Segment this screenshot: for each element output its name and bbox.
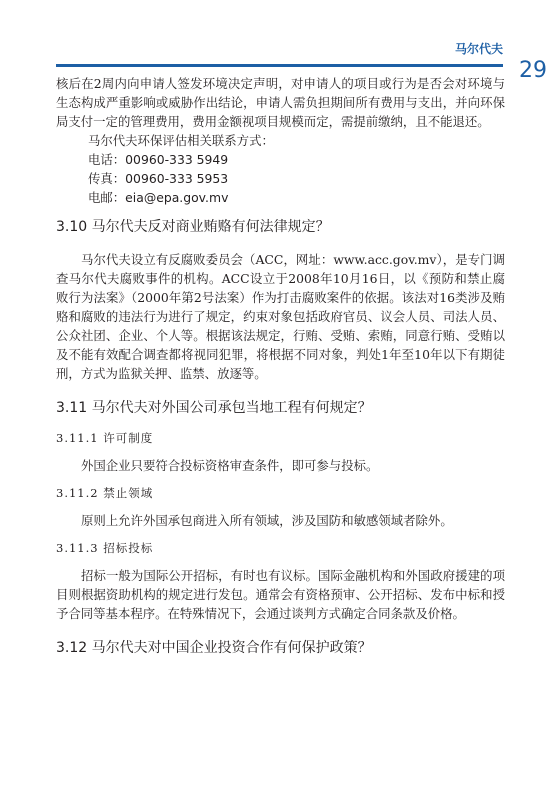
subsection-3-11-2-heading: 3.11.2 禁止领域 (56, 486, 154, 500)
intro-paragraph: 核后在2周内向申请人签发环境决定声明，对申请人的项目或行为是否会对环境与生态构成严重影响或威胁作出结论，申请人需负担期间所有费用与支出，并向环保局支付一定的管理费用，费用金额视项目规模而定，需提前缴纳，且不能退还。 (56, 76, 505, 129)
contact-phone: 电话：00960-333 5949 (88, 152, 229, 167)
contact-fax: 传真：00960-333 5953 (88, 171, 229, 186)
header-rule (56, 64, 503, 67)
subsection-3-11-3-text: 招标一般为国际公开招标，有时也有议标。国际金融机构和外国政府援建的项目则根据资助机构的规定进行发包。通常会有资格预审、公开招标、发布中标和授予合同等基本程序。在特殊情况下，会通过谈判方式确定合同条款及价格。 (56, 568, 505, 621)
running-header-title: 马尔代夫 (454, 42, 503, 56)
section-3-10-paragraph: 马尔代夫设立有反腐败委员会（ACC，网址：www.acc.gov.mv），是专门调查马尔代夫腐败事件的机构。ACC设立于2008年10月16日，以《预防和禁止腐败行为法案》（2000年第2号法案）作为打击腐败案件的依据。该法对16类涉及贿赂和腐败的违法行为进行了规定，约束对象包括政府官员、议会人员、司法人员、公众社团、企业、个人等。根据该法规定，行贿、受贿、索贿，同意行贿、受贿以及不能有效配合调查都将视同犯罪，将根据不同对象，判处1年至10年以下有期徒刑，方式为监狱关押、监禁、放逐等。 (56, 252, 505, 381)
contact-email: 电邮：eia@epa.gov.mv (88, 190, 229, 205)
subsection-3-11-1-text: 外国企业只要符合投标资格审查条件，即可参与投标。 (81, 458, 379, 473)
subsection-3-11-2-text: 原则上允许外国承包商进入所有领域，涉及国防和敏感领域者除外。 (81, 513, 453, 528)
contact-block (56, 131, 505, 207)
section-3-12-heading: 3.12 马尔代夫对中国企业投资合作有何保护政策？ (56, 640, 372, 656)
subsection-3-11-1-heading: 3.11.1 许可制度 (56, 431, 154, 445)
section-3-11-heading: 3.11 马尔代夫对外国公司承包当地工程有何规定？ (56, 400, 372, 416)
contact-title: 马尔代夫环保评估相关联系方式： (88, 133, 274, 148)
page-body (56, 74, 505, 658)
subsection-3-11-3-heading: 3.11.3 招标投标 (56, 541, 154, 555)
section-3-10-heading: 3.10 马尔代夫反对商业贿赂有何法律规定？ (56, 219, 330, 235)
page-number: 29 (519, 58, 547, 83)
